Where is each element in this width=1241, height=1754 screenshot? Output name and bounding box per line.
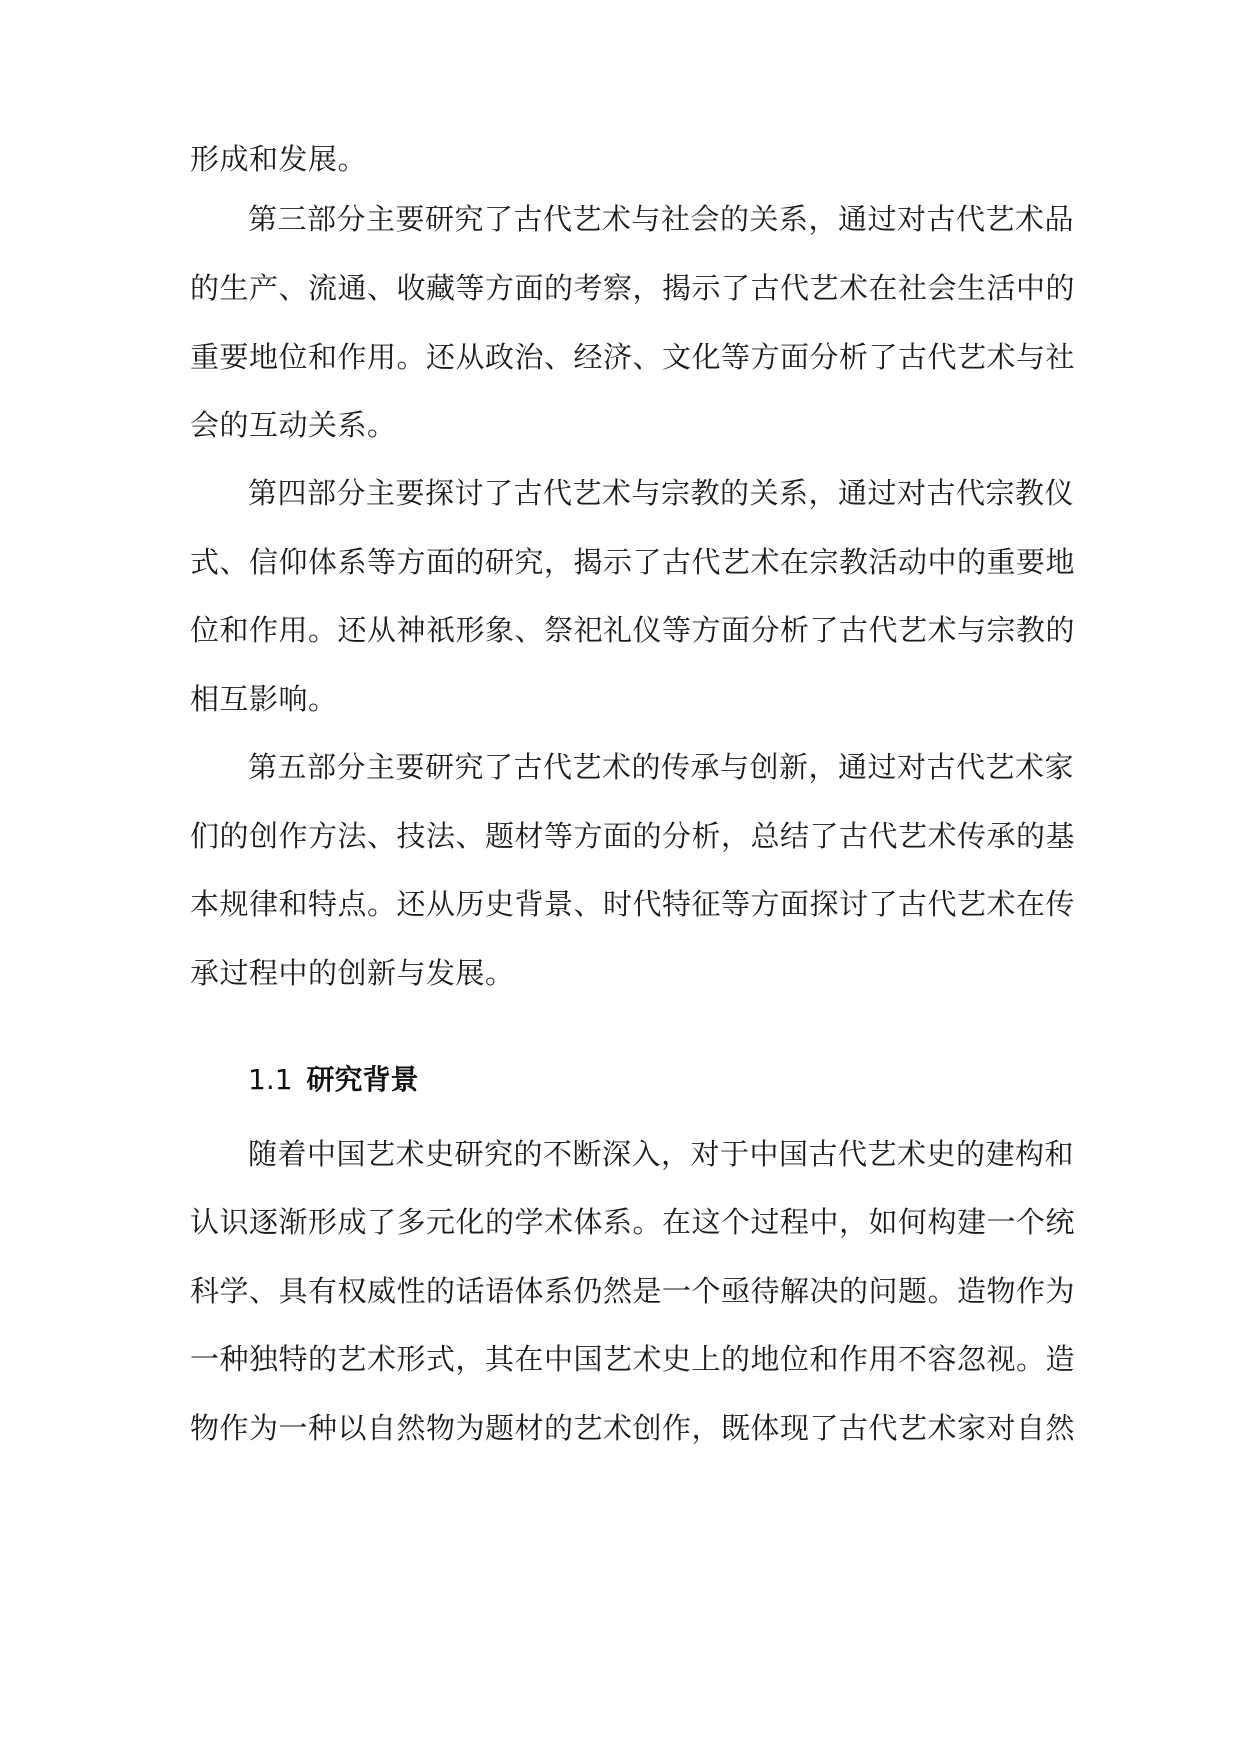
paragraph-line: 位和作用。还从神祇形象、祭祀礼仪等方面分析了古代艺术与宗教的	[190, 613, 1076, 647]
paragraph-line: 们的创作方法、技法、题材等方面的分析，总结了古代艺术传承的基	[190, 819, 1076, 853]
paragraph-line: 承过程中的创新与发展。	[190, 956, 515, 990]
paragraph-line: 一种独特的艺术形式，其在中国艺术史上的地位和作用不容忽视。造	[190, 1342, 1076, 1376]
paragraph-line: 相互影响。	[190, 682, 338, 716]
paragraph-line: 第三部分主要研究了古代艺术与社会的关系，通过对古代艺术品	[248, 202, 1075, 236]
paragraph-line: 本规律和特点。还从历史背景、时代特征等方面探讨了古代艺术在传	[190, 887, 1076, 921]
paragraph-line: 重要地位和作用。还从政治、经济、文化等方面分析了古代艺术与社	[190, 340, 1076, 374]
section-title: 研究背景	[306, 1063, 419, 1096]
section-number: 1.1	[248, 1063, 293, 1096]
paragraph-line: 形成和发展。	[190, 142, 368, 176]
paragraph-line: 科学、具有权威性的话语体系仍然是一个亟待解决的问题。造物作为	[190, 1274, 1076, 1308]
paragraph-line: 认识逐渐形成了多元化的学术体系。在这个过程中，如何构建一个统	[190, 1205, 1076, 1239]
paragraph-line: 第五部分主要研究了古代艺术的传承与创新，通过对古代艺术家	[248, 750, 1075, 784]
paragraph-line: 会的互动关系。	[190, 408, 397, 442]
paragraph-line: 第四部分主要探讨了古代艺术与宗教的关系，通过对古代宗教仪	[248, 476, 1075, 510]
paragraph-line: 物作为一种以自然物为题材的艺术创作，既体现了古代艺术家对自然	[190, 1411, 1076, 1445]
paragraph-line: 随着中国艺术史研究的不断深入，对于中国古代艺术史的建构和	[248, 1137, 1075, 1171]
paragraph-line: 的生产、流通、收藏等方面的考察，揭示了古代艺术在社会生活中的	[190, 271, 1076, 305]
paragraph-line: 式、信仰体系等方面的研究，揭示了古代艺术在宗教活动中的重要地	[190, 545, 1076, 579]
section-heading	[248, 1058, 419, 1102]
